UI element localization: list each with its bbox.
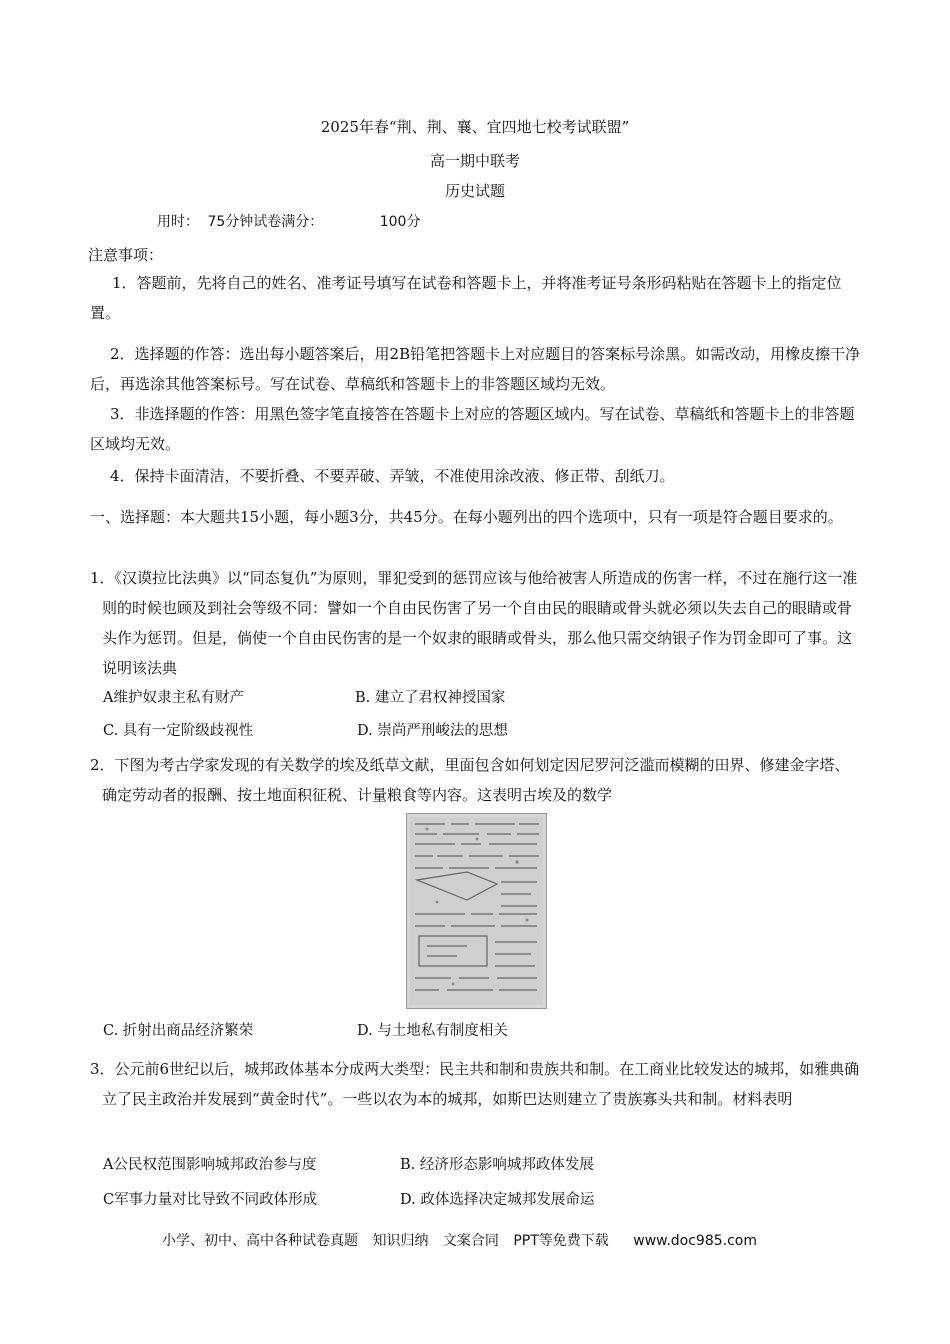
time-label: 用时： [157, 214, 199, 230]
footer-link[interactable]: www.doc985.com [633, 1233, 757, 1249]
footer-text: 小学、初中、高中各种试卷真题 [162, 1233, 358, 1249]
question-option: A公民权范围影响城邦政治参与度 [103, 1157, 317, 1173]
papyrus-drawing [407, 814, 546, 1008]
exam-meta [157, 211, 420, 231]
question-option: D. 与土地私有制度相关 [357, 1023, 508, 1039]
exam-subject: 历史试题 [444, 182, 505, 200]
question-option: C军事力量对比导致不同政体形成 [103, 1192, 318, 1208]
footer-text: 知识归纳 [372, 1233, 429, 1249]
question-option: D. 崇尚严刑峻法的思想 [357, 723, 508, 739]
exam-title: 2025年春“荆、荆、襄、宜四地七校考试联盟” [320, 118, 630, 136]
footer-text: 文案合同 [442, 1233, 499, 1249]
exam-subtitle: 高一期中联考 [429, 152, 520, 170]
question-option: A维护奴隶主私有财产 [103, 690, 244, 706]
notice-item: 1．答题前，先将自己的姓名、准考证号填写在试卷和答题卡上，并将准考证号条形码粘贴在答题卡上的指定位置。 [90, 274, 842, 322]
notice-item: 2．选择题的作答：选出每小题答案后，用2B铅笔把答题卡上对应题目的答案标号涂黑。如需改动，用橡皮擦干净后，再选涂其他答案标号。写在试卷、草稿纸和答题卡上的非答题区域均无效。 [90, 345, 861, 393]
papyrus-image [406, 813, 547, 1009]
notice-item: 4．保持卡面清洁，不要折叠、不要弄破、弄皱，不准使用涂改液、修正带、刮纸刀。 [110, 467, 675, 485]
time-value: 75分钟试卷满分： [207, 214, 324, 230]
question-stem: 1．《汉谟拉比法典》以“同态复仇”为原则，罪犯受到的惩罚应该与他给被害人所造成的伤害一样，不过在施行这一准则的时候也顾及到社会等级不同：譬如一个自由民伤害了另一个自由民的眼睛或骨头就必须以失去自己的眼睛或骨头作为惩罚。但是，倘使一个自由民伤害的是一个奴隶的眼睛或骨头，那么他只需交纳银子作为罚金即可了事。这说明该法典 [90, 569, 858, 677]
question-option: C. 折射出商品经济繁荣 [103, 1023, 254, 1039]
section-heading: 一、选择题：本大题共15小题，每小题3分，共45分。在每小题列出的四个选项中，只有一项是符合题目要求的。 [90, 508, 843, 526]
question-option: B. 建立了君权神授国家 [355, 690, 506, 706]
notice-item: 3．非选择题的作答：用黑色签字笔直接答在答题卡上对应的答题区域内。写在试卷、草稿纸和答题卡上的非答题区域均无效。 [90, 405, 855, 453]
score-value: 100分 [379, 214, 421, 230]
notice-heading: 注意事项： [88, 246, 164, 264]
question-option: B. 经济形态影响城邦政体发展 [400, 1157, 594, 1173]
footer-text: PPT等免费下载 [513, 1233, 609, 1249]
question-stem: 2．下图为考古学家发现的有关数学的埃及纸草文献，里面包含如何划定因尼罗河泛滥而模糊的田界、修建金字塔、确定劳动者的报酬、按土地面积征税、计量粮食等内容。这表明古埃及的数学 [90, 756, 850, 804]
question-option: D. 政体选择决定城邦发展命运 [400, 1192, 595, 1208]
question-option: C. 具有一定阶级歧视性 [103, 723, 254, 739]
page-footer [162, 1230, 767, 1250]
question-stem: 3．公元前6世纪以后，城邦政体基本分成两大类型：民主共和制和贵族共和制。在工商业比较发达的城邦，如雅典确立了民主政治并发展到“黄金时代”。一些以农为本的城邦，如斯巴达则建立了贵族寡头共和制。材料表明 [90, 1060, 860, 1108]
